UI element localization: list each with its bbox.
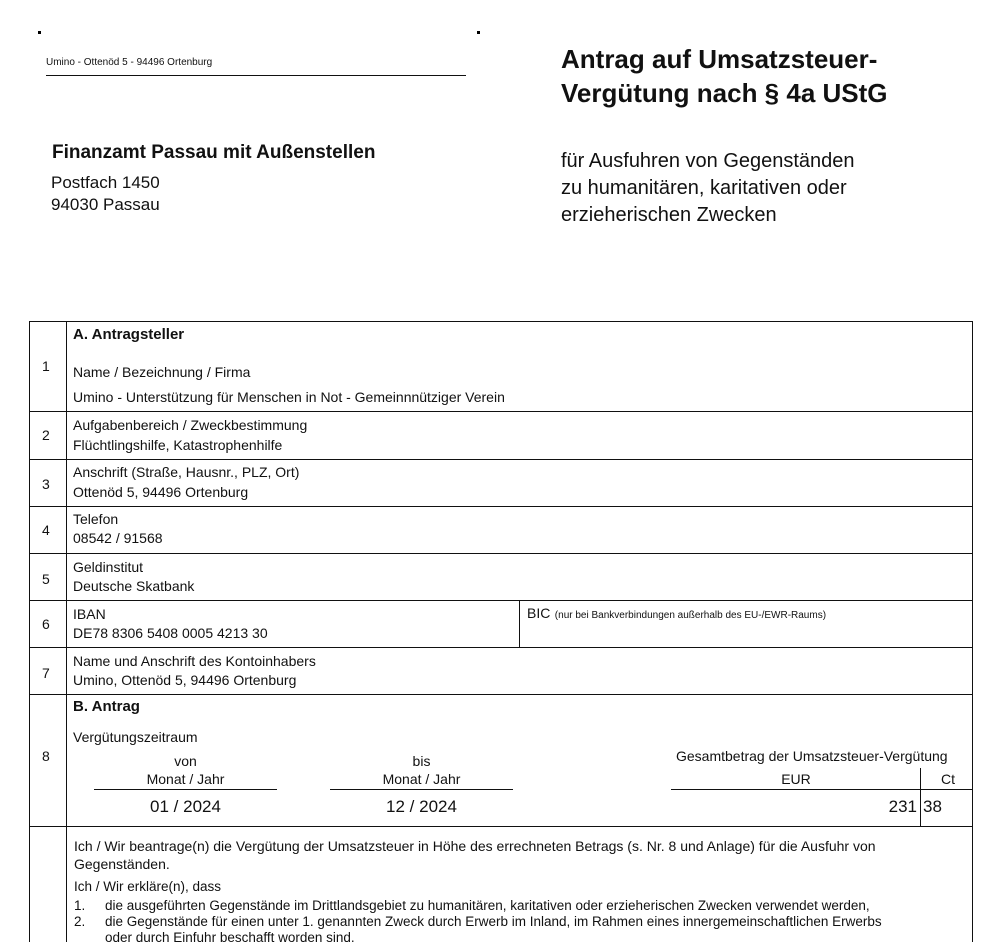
iban-label: IBAN <box>73 606 106 622</box>
corner-mark <box>38 31 41 34</box>
row-number: 2 <box>42 427 50 443</box>
purpose-label: Aufgabenbereich / Zweckbestimmung <box>73 417 308 433</box>
iban-value[interactable]: DE78 8306 5408 0005 4213 30 <box>73 625 268 641</box>
period-label: Vergütungszeitraum <box>73 729 198 745</box>
total-label: Gesamtbetrag der Umsatzsteuer-Vergütung <box>676 748 948 764</box>
bic-label: BIC <box>527 605 551 621</box>
section-b-heading: B. Antrag <box>73 698 140 715</box>
bic-note: (nur bei Bankverbindungen außerhalb des EU-/EWR-Raums) <box>554 610 827 621</box>
eur-value[interactable]: 231 <box>888 797 917 816</box>
list-item-cont: oder durch Einfuhr beschafft worden sind. <box>105 930 355 942</box>
row-number: 7 <box>42 665 50 681</box>
bank-label: Geldinstitut <box>73 559 144 575</box>
ct-label: Ct <box>941 771 955 787</box>
account-holder-value[interactable]: Umino, Ottenöd 5, 94496 Ortenburg <box>73 672 297 688</box>
ct-value[interactable]: 38 <box>923 797 942 816</box>
to-label: bis <box>412 753 431 769</box>
section-a-heading: A. Antragsteller <box>73 326 185 343</box>
row-number: 1 <box>42 358 50 374</box>
list-number: 2. <box>74 914 86 929</box>
from-sublabel: Monat / Jahr <box>146 771 225 787</box>
corner-mark <box>477 31 480 34</box>
list-item: die Gegenstände für einen unter 1. genannten Zweck durch Erwerb im Inland, im Rahmen eines innergemeinschaftlichen Erwerbs <box>105 914 882 929</box>
name-label: Name / Bezeichnung / Firma <box>73 364 251 380</box>
subtitle-line3: erzieherischen Zwecken <box>561 204 777 226</box>
declaration-text-cont: Gegenständen. <box>74 856 170 872</box>
list-item: die ausgeführten Gegenstände im Drittlandsgebiet zu humanitären, karitativen oder erzieherischen Zwecken verwendet werden, <box>105 898 870 913</box>
to-sublabel: Monat / Jahr <box>382 771 461 787</box>
from-value[interactable]: 01 / 2024 <box>150 797 221 816</box>
address-label: Anschrift (Straße, Hausnr., PLZ, Ort) <box>73 464 300 480</box>
declaration-text: Ich / Wir beantrage(n) die Vergütung der Umsatzsteuer in Höhe des errechneten Betrags (s. Nr. 8 und Anlage) für die Ausfuhr von <box>74 838 876 854</box>
page-title-line1: Antrag auf Umsatzsteuer- <box>561 44 878 74</box>
subtitle-line2: zu humanitären, karitativen oder <box>561 177 847 199</box>
row-number: 5 <box>42 571 50 587</box>
page-title-line2: Vergütung nach § 4a UStG <box>561 78 888 108</box>
row-number: 3 <box>42 476 50 492</box>
recipient-name: Finanzamt Passau mit Außenstellen <box>52 142 376 163</box>
bank-value[interactable]: Deutsche Skatbank <box>73 578 195 594</box>
bic-label-group <box>527 605 826 623</box>
to-value[interactable]: 12 / 2024 <box>386 797 457 816</box>
declaration-intro: Ich / Wir erkläre(n), dass <box>74 879 222 894</box>
purpose-value[interactable]: Flüchtlingshilfe, Katastrophenhilfe <box>73 437 283 453</box>
recipient-line1: Postfach 1450 <box>51 173 160 192</box>
divider <box>46 75 466 76</box>
name-value[interactable]: Umino - Unterstützung für Menschen in Not - Gemeinnnütziger Verein <box>73 389 505 405</box>
row-number: 6 <box>42 616 50 632</box>
row-number: 8 <box>42 748 50 764</box>
subtitle-line1: für Ausfuhren von Gegenständen <box>561 150 855 172</box>
phone-value[interactable]: 08542 / 91568 <box>73 530 163 546</box>
eur-label: EUR <box>781 771 811 787</box>
bic-value[interactable] <box>527 625 967 643</box>
list-number: 1. <box>74 898 86 913</box>
account-holder-label: Name und Anschrift des Kontoinhabers <box>73 653 316 669</box>
address-value[interactable]: Ottenöd 5, 94496 Ortenburg <box>73 484 249 500</box>
from-label: von <box>174 753 197 769</box>
sender-line: Umino - Ottenöd 5 - 94496 Ortenburg <box>46 57 213 68</box>
phone-label: Telefon <box>73 511 119 527</box>
recipient-line2: 94030 Passau <box>51 195 160 214</box>
row-number: 4 <box>42 522 50 538</box>
